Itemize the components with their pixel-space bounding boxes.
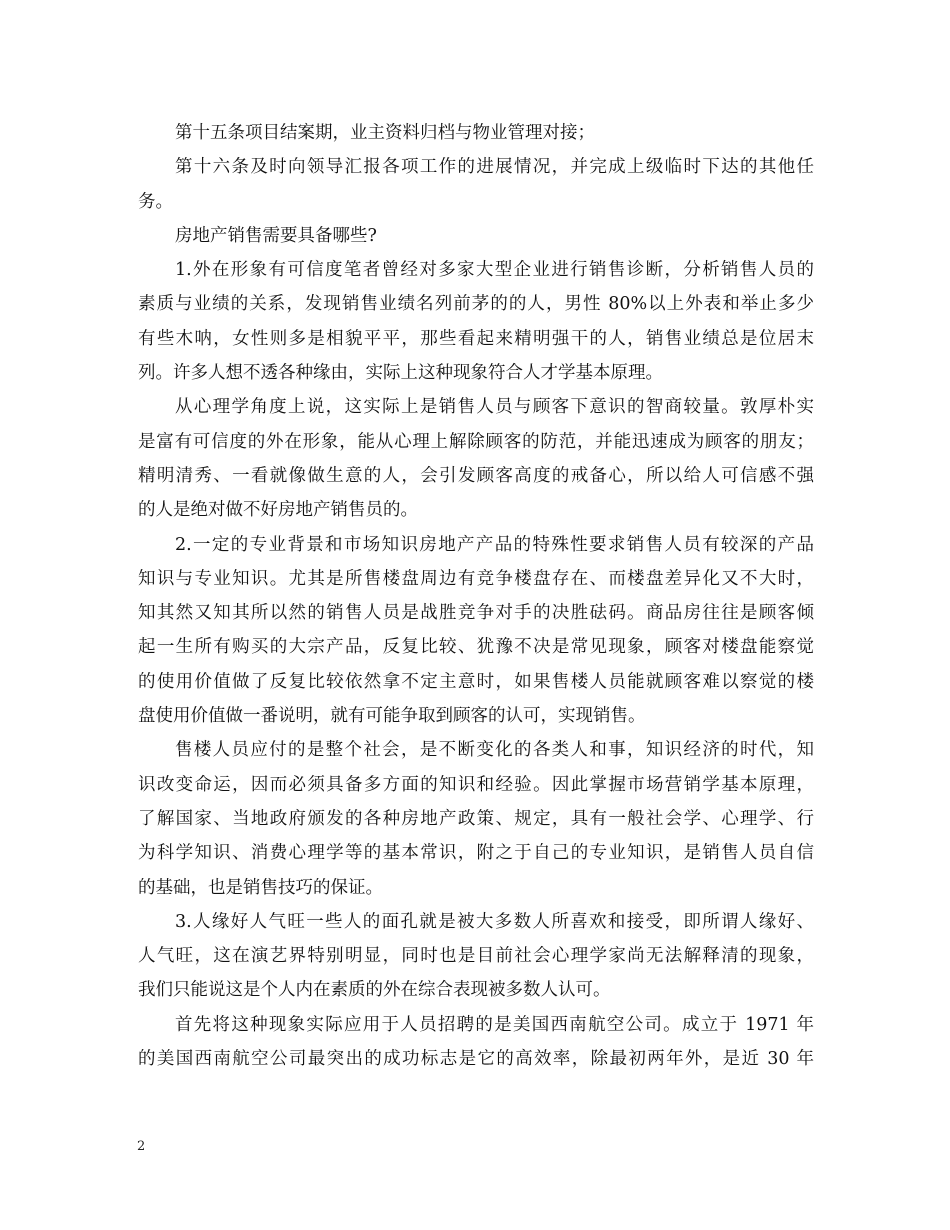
text-line: 知其然又知其所以然的销售人员是战胜竞争对手的决胜砝码。商品房往往是顾客倾 bbox=[138, 603, 814, 624]
text-line: 首先将这种现象实际应用于人员招聘的是美国西南航空公司。成立于 1971 年 bbox=[175, 1014, 814, 1035]
text-line: 的使用价值做了反复比较依然拿不定主意时，如果售楼人员能就顾客难以察觉的楼 bbox=[138, 671, 814, 692]
text-line: 从心理学角度上说，这实际上是销售人员与顾客下意识的智商较量。敦厚朴实 bbox=[175, 397, 814, 418]
text-line: 3.人缘好人气旺一些人的面孔就是被大多数人所喜欢和接受，即所谓人缘好、 bbox=[175, 911, 814, 932]
text-line: 起一生所有购买的大宗产品，反复比较、犹豫不决是常见现象，顾客对楼盘能察觉 bbox=[138, 637, 814, 658]
text-line: 2.一定的专业背景和市场知识房地产产品的特殊性要求销售人员有较深的产品 bbox=[175, 534, 814, 555]
text-line: 人气旺，这在演艺界特别明显，同时也是目前社会心理学家尚无法解释清的现象， bbox=[138, 946, 814, 967]
text-line: 有些木呐，女性则多是相貌平平，那些看起来精明强干的人，销售业绩总是位居末 bbox=[138, 328, 814, 349]
text-line: 为科学知识、消费心理学等的基本常识，附之于自己的专业知识，是销售人员自信 bbox=[138, 843, 814, 864]
text-line: 的基础，也是销售技巧的保证。 bbox=[138, 877, 383, 898]
section-heading: 房地产销售需要具备哪些? bbox=[175, 225, 377, 246]
text-line: 盘使用价值做一番说明，就有可能争取到顾客的认可，实现销售。 bbox=[138, 706, 646, 727]
text-line: 的人是绝对做不好房地产销售员的。 bbox=[138, 500, 418, 521]
text-line: 素质与业绩的关系，发现销售业绩名列前茅的的人，男性 80%以上外表和举止多少 bbox=[138, 294, 814, 315]
document-body bbox=[138, 116, 814, 1076]
page-number: 2 bbox=[137, 1139, 146, 1154]
text-line: 第十六条及时向领导汇报各项工作的进展情况，并完成上级临时下达的其他任 bbox=[175, 157, 814, 178]
text-line: 精明清秀、一看就像做生意的人，会引发顾客高度的戒备心，所以给人可信感不强 bbox=[138, 465, 814, 486]
text-line: 了解国家、当地政府颁发的各种房地产政策、规定，具有一般社会学、心理学、行 bbox=[138, 808, 814, 829]
text-line: 的美国西南航空公司最突出的成功标志是它的高效率，除最初两年外，是近 30 年 bbox=[138, 1049, 814, 1070]
text-line: 务。 bbox=[138, 191, 173, 212]
text-line: 第十五条项目结案期，业主资料归档与物业管理对接； bbox=[175, 123, 595, 143]
text-line: 列。许多人想不透各种缘由，实际上这种现象符合人才学基本原理。 bbox=[138, 363, 663, 384]
text-line: 我们只能说这是个人内在素质的外在综合表现被多数人认可。 bbox=[138, 980, 611, 1001]
text-line: 知识与专业知识。尤其是所售楼盘周边有竞争楼盘存在、而楼盘差异化又不大时， bbox=[138, 568, 814, 589]
text-line: 是富有可信度的外在形象，能从心理上解除顾客的防范，并能迅速成为顾客的朋友； bbox=[138, 431, 814, 452]
text-line: 识改变命运，因而必须具备多方面的知识和经验。因此掌握市场营销学基本原理， bbox=[138, 774, 814, 795]
text-line: 1.外在形象有可信度笔者曾经对多家大型企业进行销售诊断，分析销售人员的 bbox=[175, 260, 814, 281]
text-line: 售楼人员应付的是整个社会，是不断变化的各类人和事，知识经济的时代，知 bbox=[175, 740, 814, 761]
